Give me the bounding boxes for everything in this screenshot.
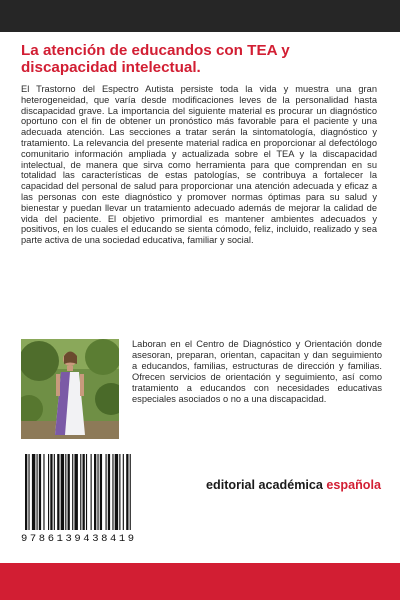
publisher-name: editorial académica [206,478,327,492]
author-photo [21,339,119,439]
publisher-logo-text [206,478,396,492]
top-band [0,0,400,32]
book-description: El Trastorno del Espectro Autista persiste toda la vida y muestra una gran heterogeneidad, que varía desde modificaciones leves de la personalidad hasta discapacidad grave. La importancia del siguiente material es procurar un diagnóstico oportuno con el fin de obtener un pronóstico más favorable para el paciente y una adecuada atención. Las secciones a tratar serán la sintomatología, diagnóstico y tratamiento. La relevancia del presente material radica en proporcionar al defectólogo comunitario información ampliada y actualizada sobre el TEA y la discapacidad intelectual, de manera que sirva como herramienta para que comprendan en su totalidad las características de estas patologías, se contribuya a fortalecer la capacidad del personal de salud para proporcionar una atención adecuada y eficaz a las personas con este diagnóstico y promover normas óptimas para su salud y bienestar y puedan llevar un tratamiento adecuado además de mejorar la calidad de vida del paciente. El objetivo primordial es mantener ambientes adecuados y positivos, en los cuales el educando se sienta cómodo, feliz, incluido, realizado y sea parte activa de una sociedad educativa, familiar y social. [21,84,377,246]
book-title: La atención de educandos con TEA y discapacidad intelectual. [21,42,290,76]
isbn-digits: 9786139438419 [21,533,137,545]
bottom-band [0,563,400,600]
isbn-barcode [21,452,174,551]
publisher-name-accent: española [326,478,381,492]
author-bio: Laboran en el Centro de Diagnóstico y Orientación donde asesoran, preparan, orientan, capacitan y dan seguimiento a educandos, familias, estructuras de dirección y familias. Ofrecen servicios de orientación y seguimiento, así como tratamiento a educandos con necesidades educativas especiales asociados o no a una discapacidad. [132,339,382,404]
